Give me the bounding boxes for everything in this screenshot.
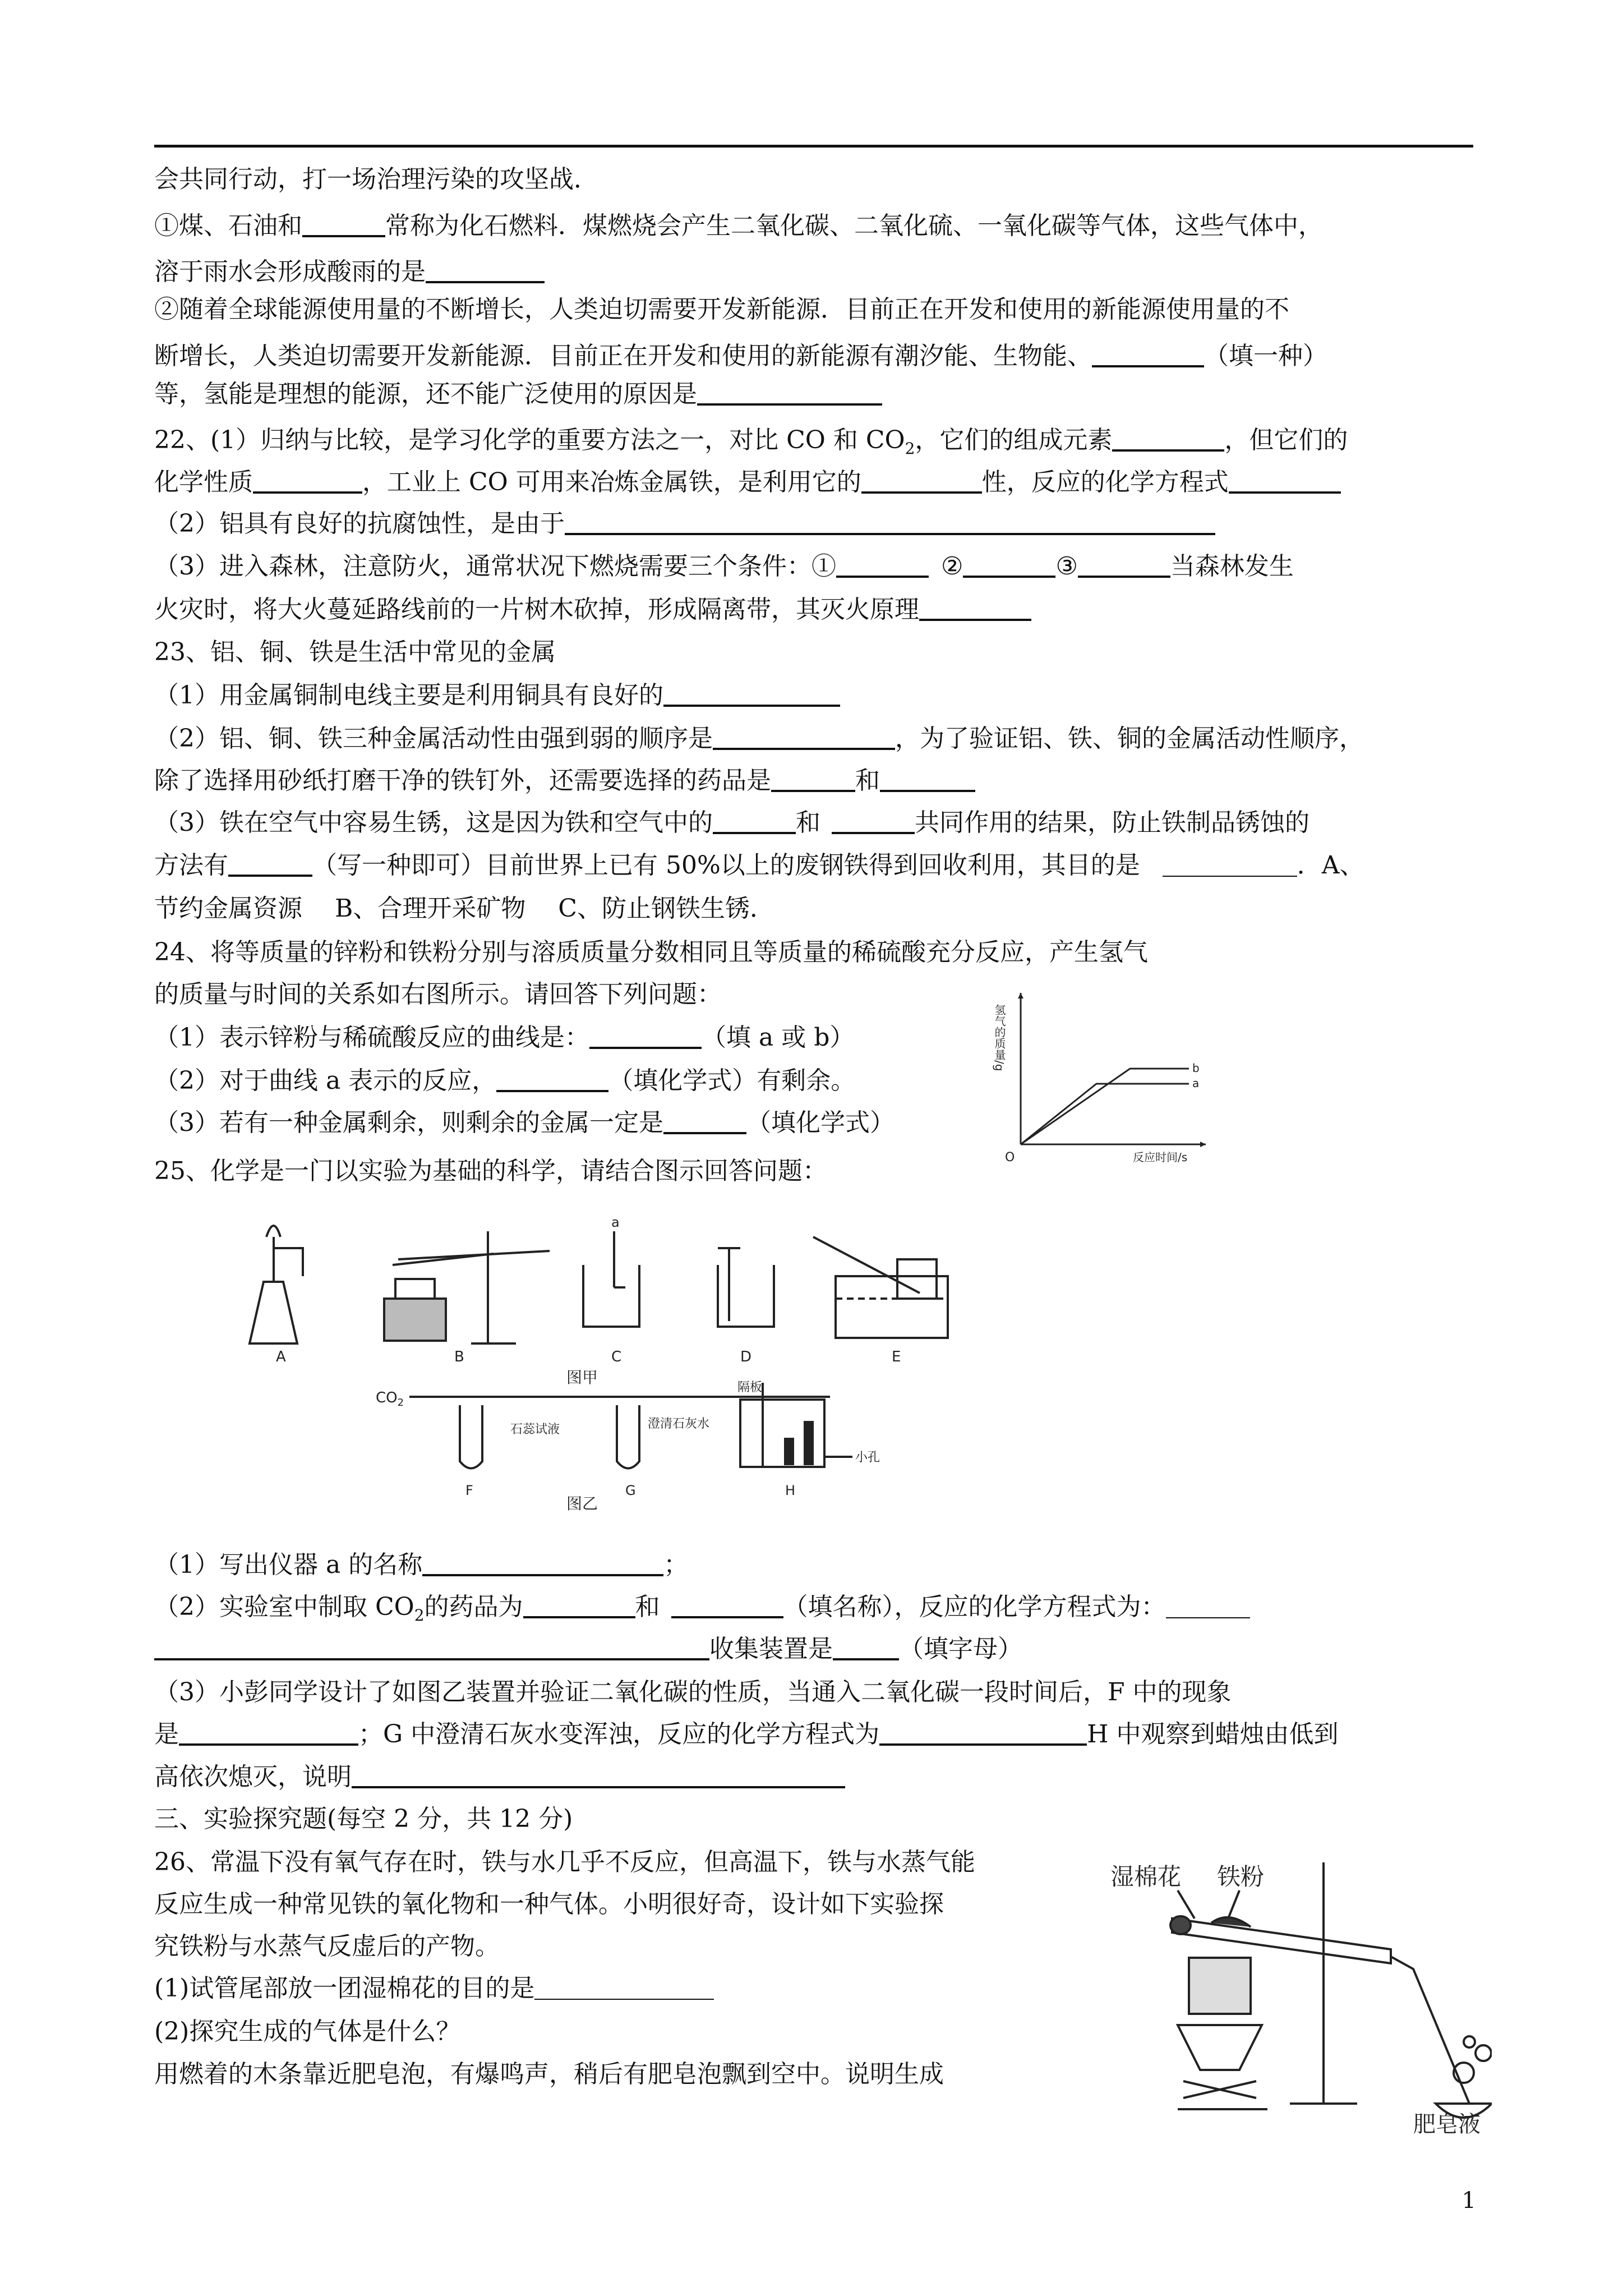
apparatus-b-heater: [384, 1231, 550, 1343]
q21-line-1: 会共同行动，打一场治理污染的攻坚战．: [154, 165, 598, 194]
q25-line-7: 高依次熄灭，说明: [154, 1760, 845, 1794]
apparatus-a-flask: [250, 1226, 303, 1343]
q22-line-1: 22、(1）归纳与比较，是学习化学的重要方法之一，对比 CO 和 $CO_2$，它们的组成元素 ，但它们的: [154, 426, 1348, 458]
header-rule: [154, 145, 1473, 148]
label-E: E: [892, 1349, 901, 1365]
blank[interactable]: [671, 1591, 783, 1618]
page-number: 1: [1461, 2188, 1476, 2214]
q26-line-1: 26、常温下没有氧气存在时，铁与水几乎不反应，但高温下，铁与水蒸气能: [154, 1848, 975, 1876]
q23-line-7: 节约金属资源 B、合理开采矿物 C、防止钢铁生锈．: [154, 894, 774, 923]
label-co2: $CO_2$: [376, 1389, 404, 1409]
q26-line-3: 究铁粉与水蒸气反虚后的产物。: [154, 1932, 500, 1961]
blank[interactable]: [422, 1549, 663, 1576]
blank[interactable]: [523, 1591, 635, 1618]
y-axis-arrow: [1018, 993, 1023, 999]
figure-title-1: 图甲: [566, 1368, 598, 1387]
h-top-text: 隔板: [737, 1381, 763, 1395]
f-text: 石蕊试液: [510, 1423, 560, 1437]
q26-line-4: (1)试管尾部放一团湿棉花的目的是: [154, 1972, 714, 2005]
blank[interactable]: [1229, 467, 1341, 494]
blank[interactable]: [496, 1065, 608, 1092]
blank[interactable]: [1112, 425, 1224, 452]
q23-line-2: （1）用金属铜制电线主要是利用铜具有良好的: [154, 679, 840, 712]
q23-line-3: （2）铝、铜、铁三种金属活动性由强到弱的顺序是 ，为了验证铝、铁、铜的金属活动性顺序，: [154, 724, 1364, 753]
blank[interactable]: [565, 508, 1215, 535]
q25-line-3: （2）实验室中制取 $CO_2$的药品为 和 （填名称），反应的化学方程式为：: [154, 1590, 1250, 1632]
series-label-a: a: [1192, 1076, 1200, 1090]
blank[interactable]: [713, 807, 796, 834]
q22-line-4: （3）进入森林，注意防火，通常状况下燃烧需要三个条件：① ② ③ 当森林发生: [154, 552, 1294, 581]
iron-steam-apparatus: [1099, 1857, 1492, 2137]
blank[interactable]: [663, 1107, 746, 1134]
q21-line-6: 等，氢能是理想的能源，还不能广泛使用的原因是: [154, 378, 882, 411]
q21-line-4: ②随着全球能源使用量的不断增长，人类迫切需要开发新能源．目前正在开发和使用的新能源使用量的不: [154, 295, 1289, 324]
apparatus-h: [740, 1383, 824, 1467]
blank[interactable]: [1092, 341, 1204, 367]
figure-title-2: 图乙: [566, 1494, 598, 1512]
q25-line-2: （1）写出仪器 a 的名称 ；: [154, 1550, 689, 1579]
label-G: G: [625, 1483, 636, 1498]
label-C: C: [611, 1349, 622, 1365]
q23-line-5: （3）铁在空气中容易生锈，这是因为铁和空气中的 和 共同作用的结果，防止铁制品锈蚀的: [154, 808, 1310, 837]
q24-line-5: （3）若有一种金属剩余，则剩余的金属一定是 （填化学式）: [154, 1108, 895, 1137]
q23-line-1: 23、铝、铜、铁是生活中常见的金属: [154, 638, 556, 666]
apparatus-d: [718, 1248, 774, 1327]
section-3-title: 三、实验探究题(每空 2 分，共 12 分): [154, 1805, 573, 1833]
blank[interactable]: [179, 1719, 358, 1746]
blank[interactable]: [833, 1634, 899, 1660]
soap-label: 肥皂液: [1413, 2111, 1481, 2137]
q25-line-6: 是 ；G 中澄清石灰水变浑浊，反应的化学方程式为 H 中观察到蜡烛由低到: [154, 1720, 1339, 1749]
series-line-a: [1021, 1084, 1189, 1144]
blank[interactable]: [697, 379, 882, 406]
blank[interactable]: [836, 551, 929, 578]
blank[interactable]: [302, 210, 385, 237]
chart-y-label: 氢气的质量/g: [993, 1004, 1006, 1071]
q23-line-6: 方法有 （写一种即可）目前世界上已有 50%以上的废钢铁得到回收利用，其目的是 ．A、: [154, 851, 1364, 880]
apparatus-e-trough: [813, 1237, 948, 1338]
q25-line-5: （3）小彭同学设计了如图乙装置并验证二氧化碳的性质，当通入二氧化碳一段时间后，F 中的现象: [154, 1678, 1232, 1706]
apparatus-c: [583, 1231, 639, 1327]
blank[interactable]: [1163, 851, 1297, 877]
q22-line-3: （2）铝具有良好的抗腐蚀性，是由于: [154, 507, 1215, 541]
label-H: H: [785, 1483, 796, 1498]
apparatus-g: [617, 1405, 639, 1469]
blank[interactable]: [426, 256, 545, 283]
blank[interactable]: [228, 850, 312, 877]
q25-line-4: 收集装置是 （填字母）: [154, 1632, 1022, 1666]
q26-line-6: 用燃着的木条靠近肥皂泡，有爆鸣声，稍后有肥皂泡飘到空中。说明生成: [154, 2060, 944, 2088]
series-label-b: b: [1192, 1061, 1200, 1075]
blank[interactable]: [861, 467, 982, 494]
blank[interactable]: [154, 1634, 709, 1660]
blank[interactable]: [1166, 1593, 1250, 1618]
q21-line-5: 断增长，人类迫切需要开发新能源．目前正在开发和使用的新能源有潮汐能、生物能、 （填一种）: [154, 342, 1327, 370]
label-D: D: [740, 1349, 752, 1365]
q24-line-4: （2）对于曲线 a 表示的反应， （填化学式）有剩余。: [154, 1066, 856, 1095]
burner: [1189, 1958, 1251, 2014]
blank[interactable]: [771, 765, 855, 792]
blank[interactable]: [963, 551, 1055, 578]
iron-label: 铁粉: [1217, 1863, 1265, 1890]
q22-line-5: 火灾时，将大火蔓延路线前的一片树木砍掉，形成隔离带，其灭火原理: [154, 593, 1031, 627]
label-a: a: [611, 1214, 620, 1230]
blank[interactable]: [919, 594, 1031, 621]
q23-line-4: 除了选择用砂纸打磨干净的铁钉外，还需要选择的药品是 和: [154, 764, 975, 798]
g-text: 澄清石灰水: [648, 1417, 710, 1431]
blank[interactable]: [832, 807, 915, 834]
blank[interactable]: [352, 1761, 845, 1788]
blank[interactable]: [1078, 551, 1170, 578]
q26-line-2: 反应生成一种常见铁的氧化物和一种气体。小明很好奇，设计如下实验探: [154, 1890, 944, 1918]
chart-x-label: 反应时间/s: [1133, 1151, 1188, 1164]
label-A: A: [276, 1349, 286, 1365]
blank[interactable]: [253, 467, 362, 494]
blank[interactable]: [663, 680, 840, 707]
q24-line-2: 的质量与时间的关系如右图所示。请回答下列问题：: [154, 980, 722, 1009]
h-side-text: 小孔: [855, 1451, 880, 1465]
blank[interactable]: [879, 1719, 1087, 1746]
blank[interactable]: [880, 765, 975, 792]
q24-line-3: （1）表示锌粉与稀硫酸反应的曲线是： （填 a 或 b）: [154, 1023, 855, 1052]
label-B: B: [454, 1349, 464, 1365]
hydrogen-mass-chart: [987, 987, 1223, 1172]
blank[interactable]: [589, 1022, 702, 1049]
series-line-b: [1021, 1069, 1189, 1144]
cotton-ball: [1170, 1916, 1191, 1934]
q25-line-1: 25、化学是一门以实验为基础的科学，请结合图示回答问题：: [154, 1157, 827, 1185]
q24-line-1: 24、将等质量的锌粉和铁粉分别与溶质质量分数相同且等质量的稀硫酸充分反应，产生氢气: [154, 938, 1148, 967]
cotton-label: 湿棉花: [1110, 1863, 1182, 1890]
q26-line-5: (2)探究生成的气体是什么？: [154, 2017, 461, 2046]
apparatus-f: [460, 1405, 482, 1469]
q22-line-2: 化学性质 ，工业上 CO 可用来冶炼金属铁，是利用它的 性，反应的化学方程式: [154, 466, 1341, 499]
label-F: F: [465, 1483, 473, 1498]
blank[interactable]: [534, 1974, 714, 2000]
apparatus-figure: [224, 1214, 1178, 1512]
q21-line-2: ①煤、石油和 常称为化石燃料．煤燃烧会产生二氧化碳、二氧化硫、一氧化碳等气体，这些气体中，: [154, 211, 1323, 240]
blank[interactable]: [713, 723, 895, 750]
x-axis-arrow: [1200, 1142, 1206, 1147]
q21-line-3: 溶于雨水会形成酸雨的是: [154, 255, 545, 289]
chart-origin-label: O: [1005, 1151, 1015, 1165]
